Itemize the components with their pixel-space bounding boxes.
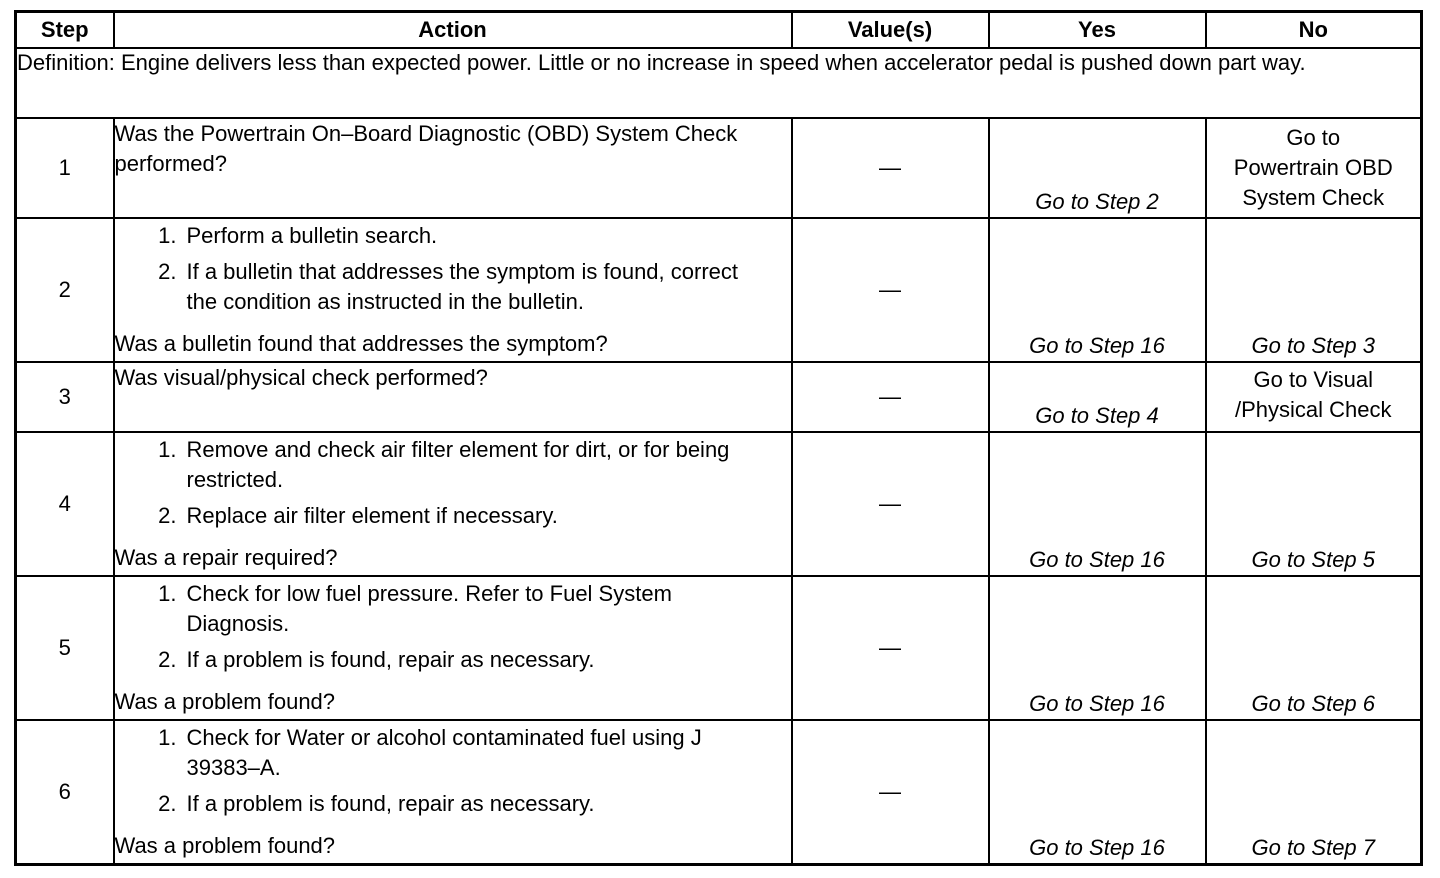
action-step: 1. Perform a bulletin search. [158, 223, 438, 249]
step-number: 5 [16, 576, 114, 720]
action-question: Was a problem found? [114, 689, 336, 715]
yes-cell: Go to Step 16 [989, 218, 1206, 362]
yes-cell: Go to Step 2 [989, 118, 1206, 218]
no-cell: Go to Step 3 [1206, 218, 1422, 362]
table-row [16, 118, 1422, 218]
value-cell: — [792, 576, 989, 720]
action-cell [114, 362, 792, 432]
action-cell [114, 118, 792, 218]
header-action: Action [114, 12, 792, 49]
value-cell: — [792, 218, 989, 362]
table-row [16, 362, 1422, 432]
value-cell: — [792, 432, 989, 576]
header-yes: Yes [989, 12, 1206, 49]
table-row [16, 720, 1422, 864]
header-values: Value(s) [792, 12, 989, 49]
no-cell: Go to Step 7 [1206, 720, 1422, 864]
no-line: Go to Visual [1253, 367, 1373, 393]
no-cell: Go to Step 5 [1206, 432, 1422, 576]
no-line: Powertrain OBD [1233, 155, 1393, 181]
yes-cell: Go to Step 16 [989, 432, 1206, 576]
no-cell: Go to Step 6 [1206, 576, 1422, 720]
action-question: Was the Powertrain On–Board Diagnostic (OBD) System Check performed? [114, 121, 738, 177]
no-cell [1206, 362, 1422, 432]
action-step: 2. If a problem is found, repair as necessary. [158, 791, 595, 817]
action-cell [114, 218, 792, 362]
step-number: 2 [16, 218, 114, 362]
no-line: System Check [1242, 185, 1385, 211]
no-line: Go to [1286, 125, 1341, 151]
header-no: No [1206, 12, 1422, 49]
action-question: Was a bulletin found that addresses the symptom? [114, 331, 608, 357]
step-number: 4 [16, 432, 114, 576]
action-question: Was a repair required? [114, 545, 338, 571]
action-step: 2. If a problem is found, repair as necessary. [158, 647, 595, 673]
action-steps [115, 219, 791, 323]
step-number: 1 [16, 118, 114, 218]
header-step: Step [16, 12, 114, 49]
no-line: /Physical Check [1234, 397, 1392, 423]
action-step: 1. Check for Water or alcohol contaminated fuel using J 39383–A. [158, 725, 702, 781]
yes-cell: Go to Step 16 [989, 576, 1206, 720]
definition-text: Definition: Engine delivers less than expected power. Little or no increase in speed when accelerator pedal is pushed down part way. [16, 48, 1422, 118]
step-number: 6 [16, 720, 114, 864]
value-cell: — [792, 720, 989, 864]
yes-cell: Go to Step 4 [989, 362, 1206, 432]
table-row [16, 432, 1422, 576]
action-cell [114, 576, 792, 720]
step-number: 3 [16, 362, 114, 432]
header-row [16, 12, 1422, 49]
table-row [16, 218, 1422, 362]
action-cell [114, 432, 792, 576]
action-steps [115, 577, 791, 681]
value-cell: — [792, 362, 989, 432]
action-step: 2. If a bulletin that addresses the symptom is found, correct the condition as instructed in the bulletin. [158, 259, 738, 315]
action-step: 1. Check for low fuel pressure. Refer to Fuel System Diagnosis. [158, 581, 672, 637]
action-step: 1. Remove and check air filter element for dirt, or for being restricted. [158, 437, 730, 493]
table-row [16, 576, 1422, 720]
definition-row [16, 48, 1422, 118]
action-step: 2. Replace air filter element if necessary. [158, 503, 558, 529]
action-steps [115, 721, 791, 825]
action-cell [114, 720, 792, 864]
value-cell: — [792, 118, 989, 218]
action-question: Was a problem found? [114, 833, 336, 858]
diagnostic-table [14, 10, 1423, 866]
action-question: Was visual/physical check performed? [114, 365, 488, 391]
no-cell [1206, 118, 1422, 218]
yes-cell: Go to Step 16 [989, 720, 1206, 864]
action-steps [115, 433, 791, 537]
